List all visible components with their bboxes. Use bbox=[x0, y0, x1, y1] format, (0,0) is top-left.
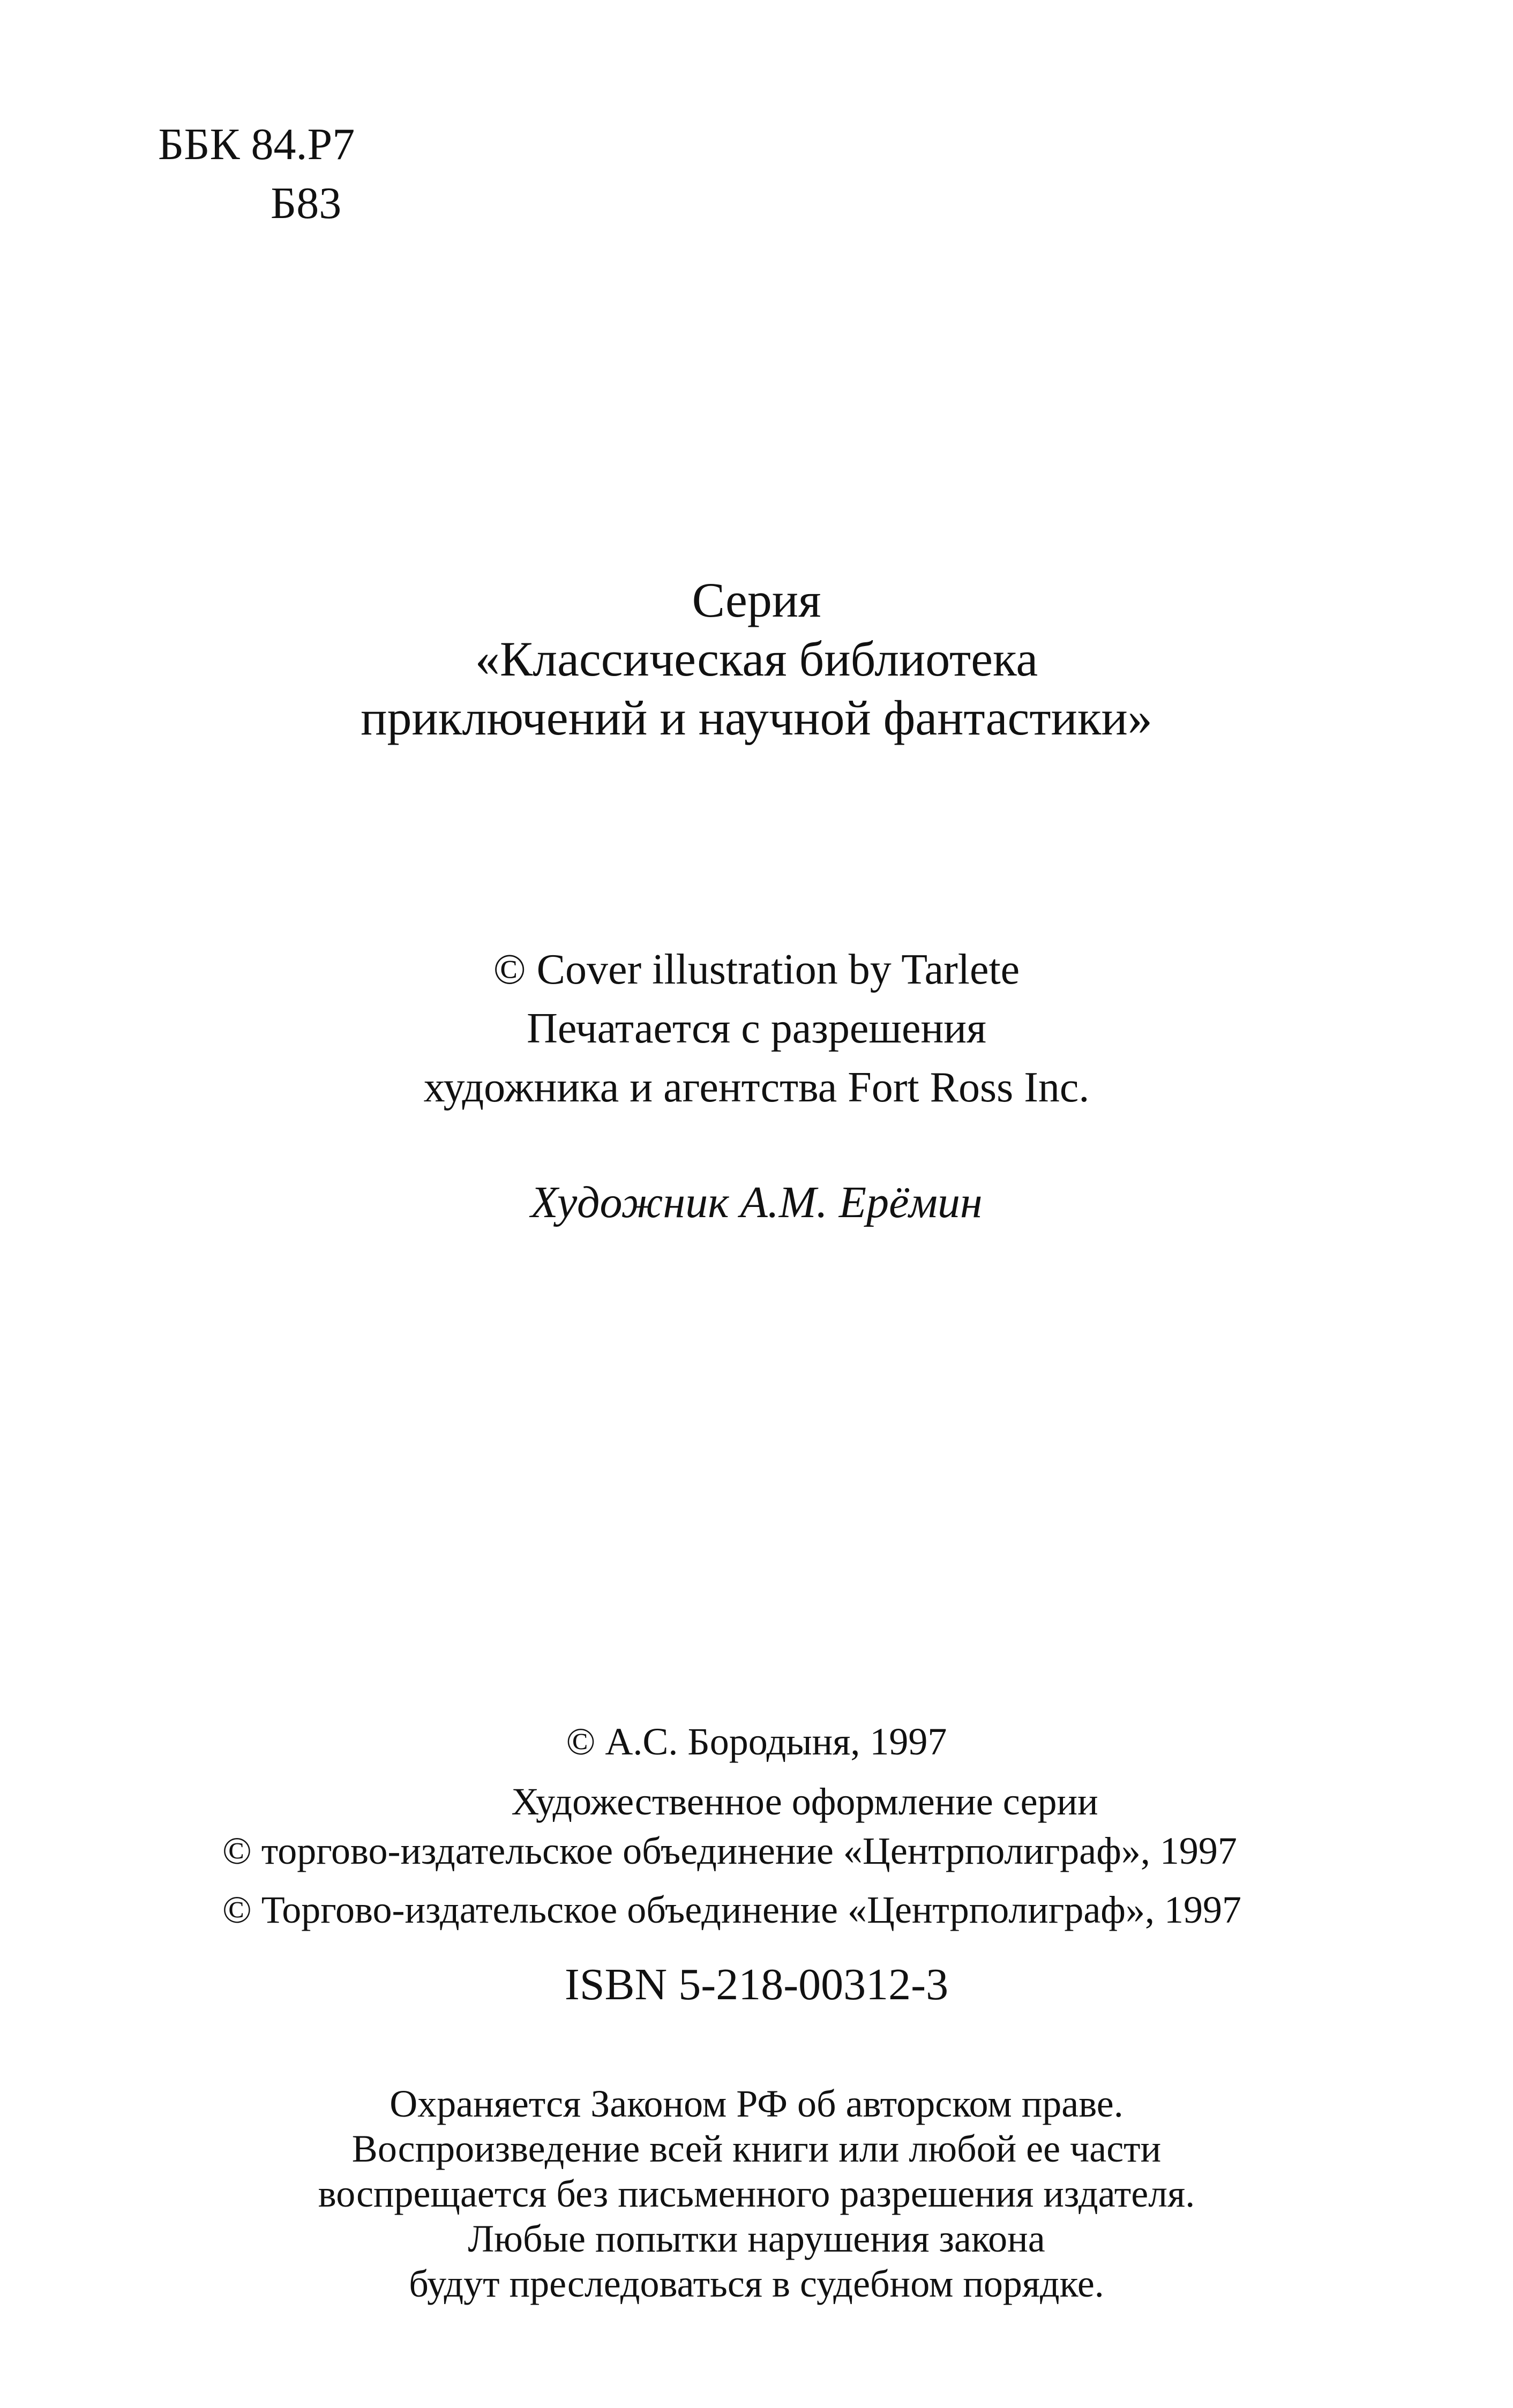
author-copyright: © А.С. Бородыня, 1997 bbox=[566, 1720, 947, 1763]
classification-block bbox=[158, 115, 355, 233]
series-block bbox=[0, 571, 1513, 747]
cover-illustration-credit: © Cover illustration by Tarlete bbox=[493, 946, 1020, 993]
notice-line-1: Охраняется Законом РФ об авторском праве. bbox=[390, 2082, 1123, 2125]
notice-line-2: Воспроизведение всей книги или любой ее части bbox=[351, 2127, 1162, 2170]
notice-line-4: Любые попытки нарушения закона bbox=[468, 2217, 1045, 2260]
series-label: Серия bbox=[692, 573, 821, 627]
publisher-copyright: © Торгово-издательское объединение «Центрполиграф», 1997 bbox=[222, 1888, 1241, 1931]
notice-line-3: воспрещается без письменного разрешения издателя. bbox=[318, 2172, 1195, 2215]
permission-line-1: Печатается с разрешения bbox=[527, 1005, 986, 1052]
legal-notice bbox=[0, 2081, 1513, 2306]
cover-credit-block bbox=[0, 940, 1513, 1117]
artist-credit: Художник А.М. Ерёмин bbox=[530, 1177, 983, 1227]
series-title-line-1: «Классическая библиотека bbox=[475, 632, 1038, 686]
notice-line-5: будут преследоваться в судебном порядке. bbox=[409, 2262, 1104, 2305]
author-mark: Б83 bbox=[271, 178, 342, 228]
design-label: Художественное оформление серии bbox=[511, 1780, 1098, 1823]
design-copyright: © торгово-издательское объединение «Центрполиграф», 1997 bbox=[222, 1829, 1237, 1872]
copyright-block bbox=[0, 1717, 1513, 1934]
permission-line-2: художника и агентства Fort Ross Inc. bbox=[423, 1064, 1090, 1111]
bbk-code: ББК 84.Р7 bbox=[158, 119, 355, 169]
isbn: ISBN 5-218-00312-3 bbox=[564, 1960, 949, 2009]
series-title-line-2: приключений и научной фантастики» bbox=[361, 691, 1152, 745]
